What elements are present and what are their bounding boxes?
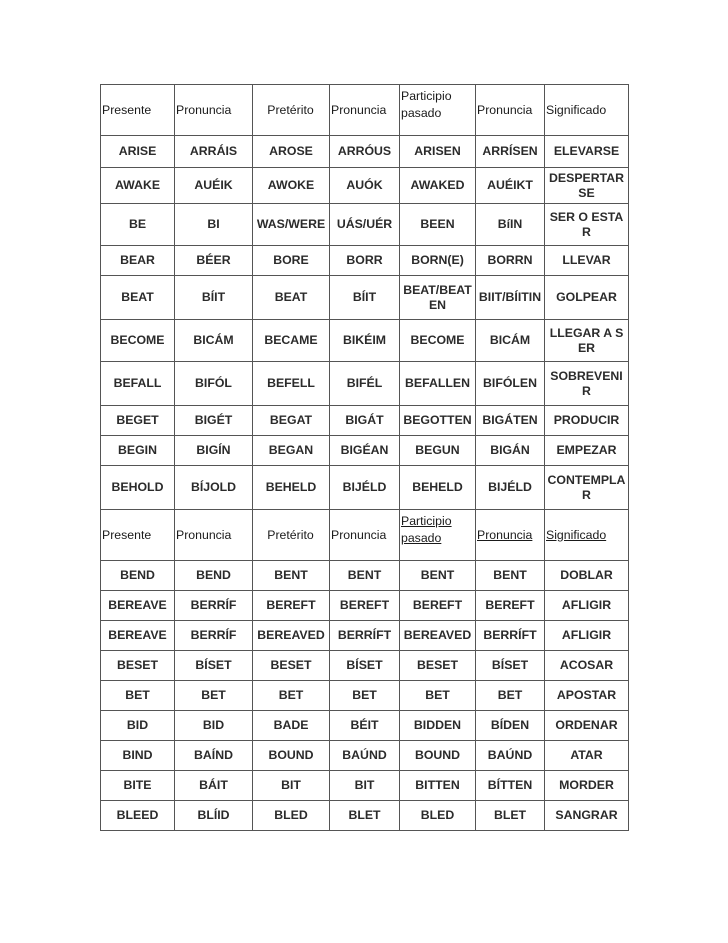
verb-cell: AWOKE — [253, 168, 330, 204]
verb-cell: BÍDEN — [476, 711, 545, 741]
verb-cell: BÉER — [175, 246, 253, 276]
verb-row — [101, 741, 629, 771]
verb-cell: AUÓK — [330, 168, 400, 204]
verb-cell: ARRÁIS — [175, 136, 253, 168]
verb-cell: BEND — [175, 561, 253, 591]
verb-cell: AUÉIKT — [476, 168, 545, 204]
verb-cell: AROSE — [253, 136, 330, 168]
verb-row — [101, 801, 629, 831]
verb-cell: BLED — [253, 801, 330, 831]
verb-cell: BEAT — [253, 276, 330, 320]
verb-cell: BEREFT — [253, 591, 330, 621]
verb-cell: BICÁM — [476, 320, 545, 362]
column-header: Pronuncia — [175, 510, 253, 561]
verb-cell: SANGRAR — [545, 801, 629, 831]
verb-cell: BÍSET — [330, 651, 400, 681]
verb-cell: BAÚND — [476, 741, 545, 771]
verb-cell: AWAKE — [101, 168, 175, 204]
verb-cell: BEHELD — [253, 466, 330, 510]
verb-cell: WAS/WERE — [253, 204, 330, 246]
column-header: Pronuncia — [476, 85, 545, 136]
verb-cell: BENT — [253, 561, 330, 591]
column-header: Pronuncia — [330, 85, 400, 136]
verb-cell: BADE — [253, 711, 330, 741]
verb-cell: BET — [175, 681, 253, 711]
verb-cell: BEGIN — [101, 436, 175, 466]
verb-row — [101, 406, 629, 436]
verb-cell: BEGET — [101, 406, 175, 436]
verb-row — [101, 204, 629, 246]
column-header — [400, 85, 476, 136]
column-header: Pronuncia — [175, 85, 253, 136]
verb-cell: AFLIGIR — [545, 591, 629, 621]
verb-cell: BIJÉLD — [476, 466, 545, 510]
verb-cell: BEREFT — [400, 591, 476, 621]
verb-cell: BET — [101, 681, 175, 711]
verb-row — [101, 651, 629, 681]
verb-cell: BENT — [476, 561, 545, 591]
verb-cell: UÁS/UÉR — [330, 204, 400, 246]
verb-cell: APOSTAR — [545, 681, 629, 711]
verb-cell: BICÁM — [175, 320, 253, 362]
verb-cell: BID — [175, 711, 253, 741]
verb-cell: DOBLAR — [545, 561, 629, 591]
verb-cell: BEFALLEN — [400, 362, 476, 406]
verb-cell: BE — [101, 204, 175, 246]
verb-cell: BEREAVED — [253, 621, 330, 651]
verb-cell: BEREAVED — [400, 621, 476, 651]
column-header: Presente — [101, 510, 175, 561]
verb-cell: BÍTTEN — [476, 771, 545, 801]
verb-cell: BENT — [330, 561, 400, 591]
verb-cell: DESPERTARSE — [545, 168, 629, 204]
verb-cell: BÍIT — [330, 276, 400, 320]
verb-cell: BEAT/BEATEN — [400, 276, 476, 320]
verb-cell: SOBREVENIR — [545, 362, 629, 406]
verb-row — [101, 320, 629, 362]
column-header — [400, 510, 476, 561]
column-header: Pronuncia — [476, 510, 545, 561]
verb-cell: BIT — [253, 771, 330, 801]
verb-cell: GOLPEAR — [545, 276, 629, 320]
verb-row — [101, 136, 629, 168]
verb-cell: MORDER — [545, 771, 629, 801]
verb-cell: BERRÍF — [175, 591, 253, 621]
verb-cell: BIFÓL — [175, 362, 253, 406]
verb-cell: BERRÍF — [175, 621, 253, 651]
verb-cell: BLEED — [101, 801, 175, 831]
verb-cell: BIGÁT — [330, 406, 400, 436]
header-participio-line2: pasado — [401, 531, 442, 545]
column-header: Pretérito — [253, 85, 330, 136]
verb-cell: PRODUCIR — [545, 406, 629, 436]
verb-cell: BLÍID — [175, 801, 253, 831]
verb-cell: ARISEN — [400, 136, 476, 168]
verb-cell: BEREAVE — [101, 621, 175, 651]
verb-cell: BOUND — [253, 741, 330, 771]
verb-cell: BEFELL — [253, 362, 330, 406]
verb-cell: BESET — [253, 651, 330, 681]
verb-cell: BEGAT — [253, 406, 330, 436]
header-participio-line1: Participio — [401, 514, 452, 528]
header-participio-line1: Participio — [401, 89, 452, 103]
verb-cell: LLEGAR A SER — [545, 320, 629, 362]
verb-cell: BESET — [101, 651, 175, 681]
verb-row — [101, 771, 629, 801]
verb-cell: AUÉIK — [175, 168, 253, 204]
verb-row — [101, 276, 629, 320]
verb-cell: BECOME — [101, 320, 175, 362]
verb-row — [101, 168, 629, 204]
irregular-verbs-table — [100, 84, 629, 831]
verb-cell: BAÚND — [330, 741, 400, 771]
verb-cell: BLET — [330, 801, 400, 831]
verb-cell: BIIT/BÍITIN — [476, 276, 545, 320]
verb-cell: BET — [476, 681, 545, 711]
verb-cell: ORDENAR — [545, 711, 629, 741]
column-header: Significado — [545, 85, 629, 136]
verb-cell: BÍJOLD — [175, 466, 253, 510]
verb-cell: EMPEZAR — [545, 436, 629, 466]
verb-cell: CONTEMPLAR — [545, 466, 629, 510]
verb-cell: BITE — [101, 771, 175, 801]
verb-cell: ARISE — [101, 136, 175, 168]
verb-cell: ATAR — [545, 741, 629, 771]
verb-cell: BIGÁN — [476, 436, 545, 466]
column-header: Significado — [545, 510, 629, 561]
verb-cell: BLET — [476, 801, 545, 831]
verb-cell: BLED — [400, 801, 476, 831]
verb-cell: BID — [101, 711, 175, 741]
verb-cell: BIGÍN — [175, 436, 253, 466]
verb-row — [101, 466, 629, 510]
verb-cell: BERRÍFT — [330, 621, 400, 651]
verb-cell: BORN(E) — [400, 246, 476, 276]
verb-cell: BIGÉT — [175, 406, 253, 436]
verb-cell: BIGÁTEN — [476, 406, 545, 436]
verb-cell: BIJÉLD — [330, 466, 400, 510]
verb-cell: BEREFT — [476, 591, 545, 621]
verb-cell: BIGÉAN — [330, 436, 400, 466]
verb-cell: BIDDEN — [400, 711, 476, 741]
verb-cell: ELEVARSE — [545, 136, 629, 168]
verb-row — [101, 681, 629, 711]
verb-cell: BORR — [330, 246, 400, 276]
verb-cell: BENT — [400, 561, 476, 591]
verb-cell: BESET — [400, 651, 476, 681]
verb-cell: AFLIGIR — [545, 621, 629, 651]
verb-cell: BOUND — [400, 741, 476, 771]
verb-row — [101, 436, 629, 466]
column-header: Presente — [101, 85, 175, 136]
verb-cell: BERRÍFT — [476, 621, 545, 651]
verb-cell: BORE — [253, 246, 330, 276]
verb-cell: BAÍND — [175, 741, 253, 771]
verb-cell: BIKÉIM — [330, 320, 400, 362]
verb-cell: BITTEN — [400, 771, 476, 801]
verb-cell: BÉIT — [330, 711, 400, 741]
verb-cell: BEHELD — [400, 466, 476, 510]
verb-cell: BIFÉL — [330, 362, 400, 406]
header-row — [101, 85, 629, 136]
header-row — [101, 510, 629, 561]
verb-cell: BEGAN — [253, 436, 330, 466]
column-header: Pronuncia — [330, 510, 400, 561]
verb-row — [101, 621, 629, 651]
verb-cell: BORRN — [476, 246, 545, 276]
verb-cell: BEND — [101, 561, 175, 591]
verb-cell: BIFÓLEN — [476, 362, 545, 406]
verb-cell: BEEN — [400, 204, 476, 246]
verb-cell: BI — [175, 204, 253, 246]
verb-cell: BIND — [101, 741, 175, 771]
verb-cell: BEREFT — [330, 591, 400, 621]
verb-cell: ARRÍSEN — [476, 136, 545, 168]
verb-cell: BET — [253, 681, 330, 711]
verb-cell: BEAR — [101, 246, 175, 276]
verb-cell: BEGOTTEN — [400, 406, 476, 436]
verb-row — [101, 362, 629, 406]
verb-row — [101, 561, 629, 591]
header-participio-line2: pasado — [401, 106, 442, 120]
verb-cell: BEHOLD — [101, 466, 175, 510]
verb-row — [101, 711, 629, 741]
verb-cell: ACOSAR — [545, 651, 629, 681]
verb-cell: AWAKED — [400, 168, 476, 204]
verb-cell: BET — [330, 681, 400, 711]
verb-cell: BíIN — [476, 204, 545, 246]
verb-cell: BIT — [330, 771, 400, 801]
verb-cell: BECOME — [400, 320, 476, 362]
verb-cell: BÍIT — [175, 276, 253, 320]
verb-cell: BÁIT — [175, 771, 253, 801]
verb-cell: BEFALL — [101, 362, 175, 406]
verb-row — [101, 591, 629, 621]
verb-row — [101, 246, 629, 276]
verb-cell: BÍSET — [476, 651, 545, 681]
verb-cell: LLEVAR — [545, 246, 629, 276]
verb-cell: BEAT — [101, 276, 175, 320]
verb-cell: BECAME — [253, 320, 330, 362]
verb-cell: SER O ESTAR — [545, 204, 629, 246]
verb-cell: ARRÓUS — [330, 136, 400, 168]
verb-cell: BET — [400, 681, 476, 711]
column-header: Pretérito — [253, 510, 330, 561]
verb-cell: BEREAVE — [101, 591, 175, 621]
verb-cell: BEGUN — [400, 436, 476, 466]
verb-cell: BÍSET — [175, 651, 253, 681]
